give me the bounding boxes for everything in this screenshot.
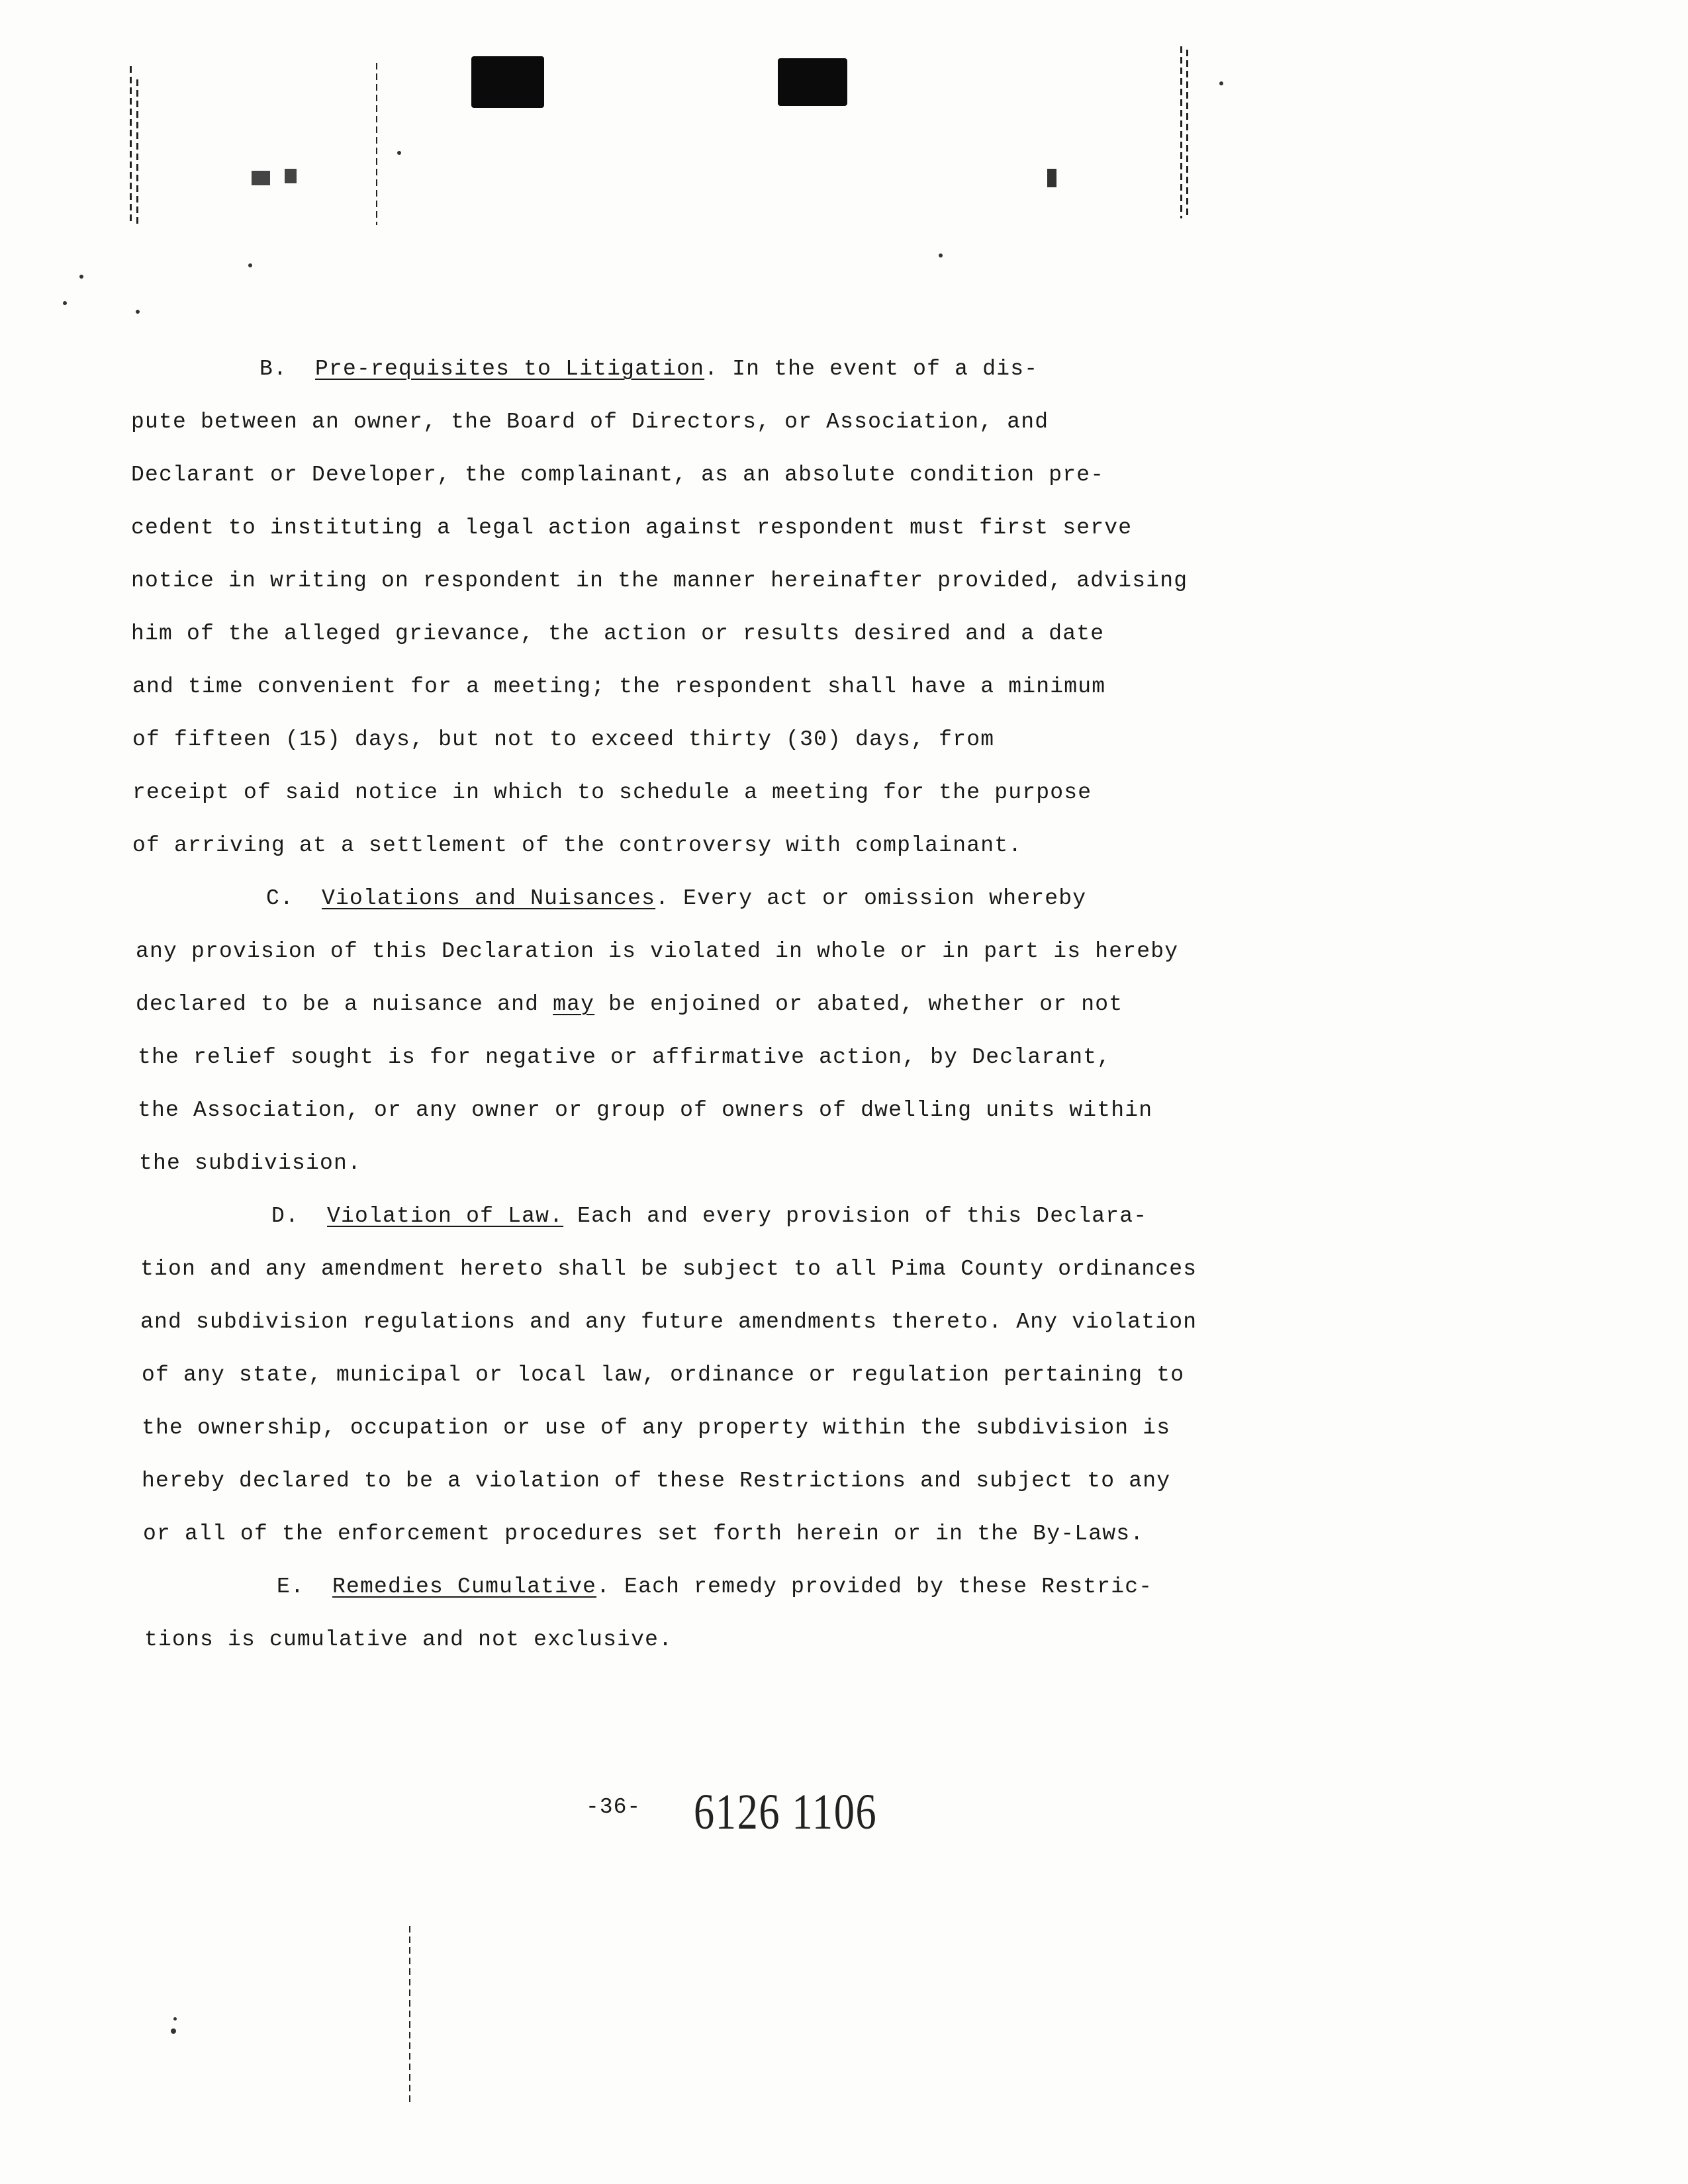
text-line: of fifteen (15) days, but not to exceed thirty (30) days, from <box>132 727 995 752</box>
text-span: declared to be a nuisance and <box>136 992 553 1017</box>
text-line: of arriving at a settlement of the controversy with complainant. <box>132 833 1023 858</box>
section-c-line1-rest: . Every act or omission whereby <box>655 886 1087 911</box>
text-line: receipt of said notice in which to schedule a meeting for the purpose <box>132 780 1092 805</box>
text-line: notice in writing on respondent in the manner hereinafter provided, advising <box>131 569 1188 593</box>
text-line: the ownership, occupation or use of any property within the subdivision is <box>142 1416 1171 1440</box>
text-line: cedent to instituting a legal action against respondent must first serve <box>131 516 1133 540</box>
text-line: tion and any amendment hereto shall be subject to all Pima County ordinances <box>140 1257 1197 1281</box>
section-c-label: C. <box>266 886 295 911</box>
text-line: the relief sought is for negative or affirmative action, by Declarant, <box>138 1045 1111 1069</box>
text-line: pute between an owner, the Board of Directors, or Association, and <box>131 410 1049 434</box>
section-b-first-line <box>259 356 1038 383</box>
text-line: the subdivision. <box>139 1151 362 1175</box>
text-line: any provision of this Declaration is violated in whole or in part is hereby <box>136 939 1179 964</box>
text-line <box>136 991 1123 1018</box>
section-e-line1-rest: . Each remedy provided by these Restric- <box>596 1574 1153 1599</box>
section-d-heading: Violation of Law. <box>327 1204 564 1228</box>
section-b-label: B. <box>259 357 288 381</box>
text-span: be enjoined or abated, whether or not <box>594 992 1123 1017</box>
text-line: of any state, municipal or local law, ordinance or regulation pertaining to <box>142 1363 1185 1387</box>
text-line: him of the alleged grievance, the action or results desired and a date <box>131 621 1105 646</box>
section-e-heading: Remedies Cumulative <box>332 1574 597 1599</box>
book-page-stamp: 6126 1106 <box>694 1784 878 1840</box>
section-d-line1-rest: Each and every provision of this Declara- <box>563 1204 1148 1228</box>
section-d-label: D. <box>271 1204 300 1228</box>
text-line: Declarant or Developer, the complainant, as an absolute condition pre- <box>131 463 1105 487</box>
section-b-heading: Pre-requisites to Litigation <box>315 357 705 381</box>
section-d-first-line <box>271 1203 1147 1230</box>
text-line: hereby declared to be a violation of these Restrictions and subject to any <box>142 1469 1171 1493</box>
text-line: the Association, or any owner or group of owners of dwelling units within <box>138 1098 1153 1122</box>
section-c-first-line <box>266 886 1086 912</box>
text-line: or all of the enforcement procedures set forth herein or in the By-Laws. <box>143 1522 1145 1546</box>
page-number: -36- <box>586 1795 641 1819</box>
text-line: and time convenient for a meeting; the respondent shall have a minimum <box>132 674 1106 699</box>
text-line: and subdivision regulations and any future amendments thereto. Any violation <box>140 1310 1197 1334</box>
text-line: tions is cumulative and not exclusive. <box>144 1627 673 1652</box>
section-e-first-line <box>277 1574 1152 1600</box>
section-c-heading: Violations and Nuisances <box>322 886 656 911</box>
section-b-line1-rest: . In the event of a dis- <box>704 357 1039 381</box>
may-underlined: may <box>553 992 595 1017</box>
section-e-label: E. <box>277 1574 305 1599</box>
